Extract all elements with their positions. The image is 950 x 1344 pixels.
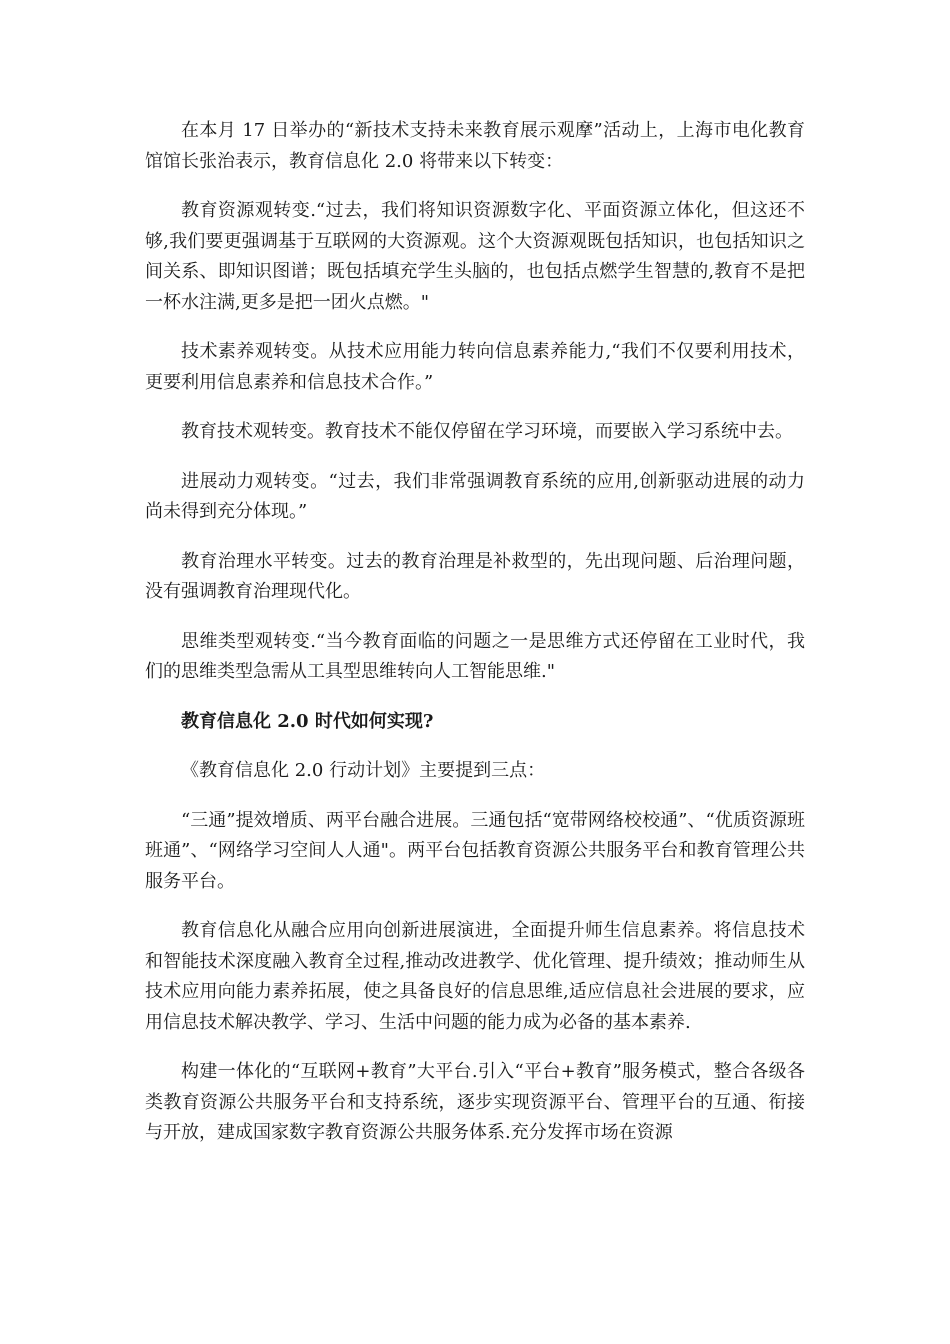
section-heading: 教育信息化 2.0 时代如何实现? xyxy=(181,710,434,732)
paragraph-thinking-type: 思维类型观转变.“当今教育面临的问题之一是思维方式还停留在工业时代，我们的思维类型急需从工具型思维转向人工智能思维." xyxy=(145,630,805,682)
paragraph-action-plan: 《教育信息化 2.0 行动计划》主要提到三点： xyxy=(181,760,546,781)
paragraph-edtech-view: 教育技术观转变。教育技术不能仅停留在学习环境，而要嵌入学习系统中去。 xyxy=(181,421,793,442)
paragraph-tech-literacy: 技术素养观转变。从技术应用能力转向信息素养能力,“我们不仅要利用技术，更要利用信息素养和信息技术合作。” xyxy=(145,341,805,393)
paragraph-governance: 教育治理水平转变。过去的教育治理是补救型的，先出现问题、后治理问题，没有强调教育治理现代化。 xyxy=(145,550,805,602)
paragraph-driving-force: 进展动力观转变。“过去，我们非常强调教育系统的应用,创新驱动进展的动力尚未得到充分体现。” xyxy=(145,470,805,522)
document-page xyxy=(145,116,805,1168)
paragraph-resource-view: 教育资源观转变.“过去，我们将知识资源数字化、平面资源立体化，但这还不够,我们要更强调基于互联网的大资源观。这个大资源观既包括知识，也包括知识之间关系、即知识图谱；既包括填充学生头脑的，也包括点燃学生智慧的,教育不是把一杯水注满,更多是把一团火点燃。" xyxy=(145,200,805,313)
paragraph-three-links: “三通”提效增质、两平台融合进展。三通包括“宽带网络校校通”、“优质资源班班通”、“网络学习空间人人通"。两平台包括教育资源公共服务平台和教育管理公共服务平台。 xyxy=(145,809,805,892)
paragraph-platform: 构建一体化的“互联网+教育”大平台.引入“平台+教育”服务模式，整合各级各类教育资源公共服务平台和支持系统，逐步实现资源平台、管理平台的互通、衔接与开放，建成国家数字教育资源公共服务体系.充分发挥市场在资源 xyxy=(145,1061,805,1143)
paragraph-intro: 在本月 17 日举办的“新技术支持未来教育展示观摩”活动上，上海市电化教育馆馆长张治表示，教育信息化 2.0 将带来以下转变： xyxy=(145,120,805,172)
paragraph-innovation: 教育信息化从融合应用向创新进展演进，全面提升师生信息素养。将信息技术和智能技术深度融入教育全过程,推动改进教学、优化管理、提升绩效；推动师生从技术应用向能力素养拓展，使之具备良好的信息思维,适应信息社会进展的要求，应用信息技术解决教学、学习、生活中问题的能力成为必备的基本素养. xyxy=(145,920,805,1033)
